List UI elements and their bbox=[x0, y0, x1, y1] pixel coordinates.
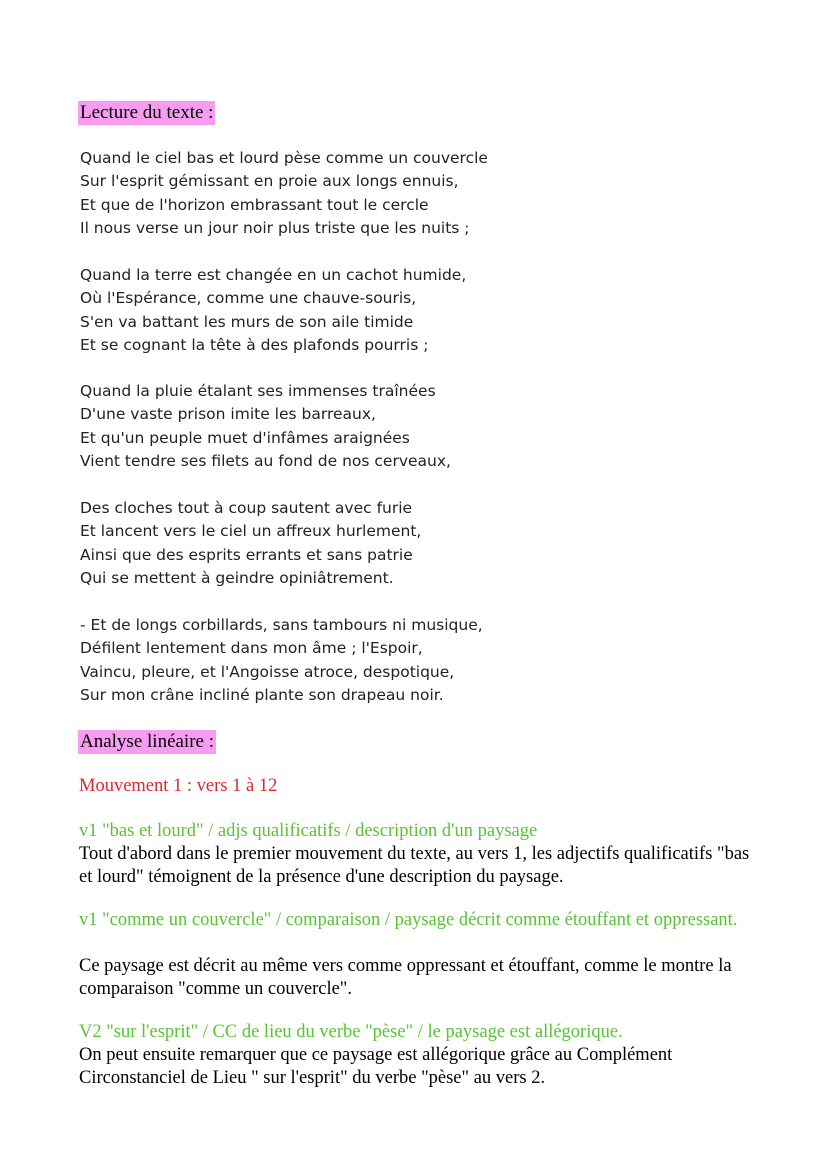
poem-line: Il nous verse un jour noir plus triste que les nuits ; bbox=[80, 219, 470, 238]
poem-stanza-3 bbox=[80, 380, 780, 474]
poem-line: Défilent lentement dans mon âme ; l'Espoir, bbox=[80, 639, 423, 658]
poem-line: Quand la terre est changée en un cachot humide, bbox=[80, 266, 467, 284]
poem-stanza-5 bbox=[80, 614, 780, 708]
poem-line: Sur l'esprit gémissant en proie aux longs ennuis, bbox=[80, 172, 459, 191]
poem-stanza-4 bbox=[80, 497, 780, 591]
reading-heading: Lecture du texte : bbox=[80, 102, 214, 123]
poem-line: - Et de longs corbillards, sans tambours ni musique, bbox=[80, 616, 483, 634]
poem-line: Ainsi que des esprits errants et sans patrie bbox=[80, 545, 413, 564]
poem-line: Et se cognant la tête à des plafonds pourris ; bbox=[80, 336, 429, 355]
movement-title: Mouvement 1 : vers 1 à 12 bbox=[79, 776, 278, 796]
analysis-note-1: v1 "bas et lourd" / adjs qualificatifs / description d'un paysage bbox=[79, 821, 538, 841]
analysis-heading: Analyse linéaire : bbox=[80, 731, 215, 752]
poem-line: Des cloches tout à coup sautent avec furie bbox=[80, 499, 413, 517]
poem-line: Où l'Espérance, comme une chauve-souris, bbox=[80, 289, 417, 308]
analysis-note-2: v1 "comme un couvercle" / comparaison / paysage décrit comme étouffant et oppressant. bbox=[79, 910, 738, 930]
poem-line: Et que de l'horizon embrassant tout le cercle bbox=[80, 195, 429, 214]
poem-line: D'une vaste prison imite les barreaux, bbox=[80, 405, 376, 424]
poem-line: Quand la pluie étalant ses immenses traînées bbox=[80, 382, 436, 400]
poem-line: S'en va battant les murs de son aile timide bbox=[80, 312, 414, 331]
analysis-text-2: Ce paysage est décrit au même vers comme oppressant et étouffant, comme le montre la comparaison "comme un couvercle". bbox=[79, 956, 732, 999]
poem-line: Qui se mettent à geindre opiniâtrement. bbox=[80, 569, 394, 588]
poem-line: Vaincu, pleure, et l'Angoisse atroce, despotique, bbox=[80, 662, 455, 681]
poem-line: Et lancent vers le ciel un affreux hurlement, bbox=[80, 522, 422, 541]
poem-line: Sur mon crâne incliné plante son drapeau noir. bbox=[80, 686, 444, 705]
poem-line: Et qu'un peuple muet d'infâmes araignées bbox=[80, 428, 410, 447]
poem-stanza-1 bbox=[80, 147, 780, 241]
poem-line: Vient tendre ses filets au fond de nos cerveaux, bbox=[80, 452, 451, 471]
poem-line: Quand le ciel bas et lourd pèse comme un couvercle bbox=[80, 149, 488, 167]
poem-stanza-2 bbox=[80, 264, 780, 358]
analysis-note-3: V2 "sur l'esprit" / CC de lieu du verbe "pèse" / le paysage est allégorique. bbox=[79, 1022, 623, 1042]
analysis-text-3: On peut ensuite remarquer que ce paysage est allégorique grâce au Complément Circonstanciel de Lieu " sur l'esprit" du verbe "pèse" au vers 2. bbox=[79, 1045, 673, 1088]
analysis-text-1: Tout d'abord dans le premier mouvement du texte, au vers 1, les adjectifs qualificatifs "bas et lourd" témoignent de la présence d'une description du paysage. bbox=[79, 844, 750, 887]
